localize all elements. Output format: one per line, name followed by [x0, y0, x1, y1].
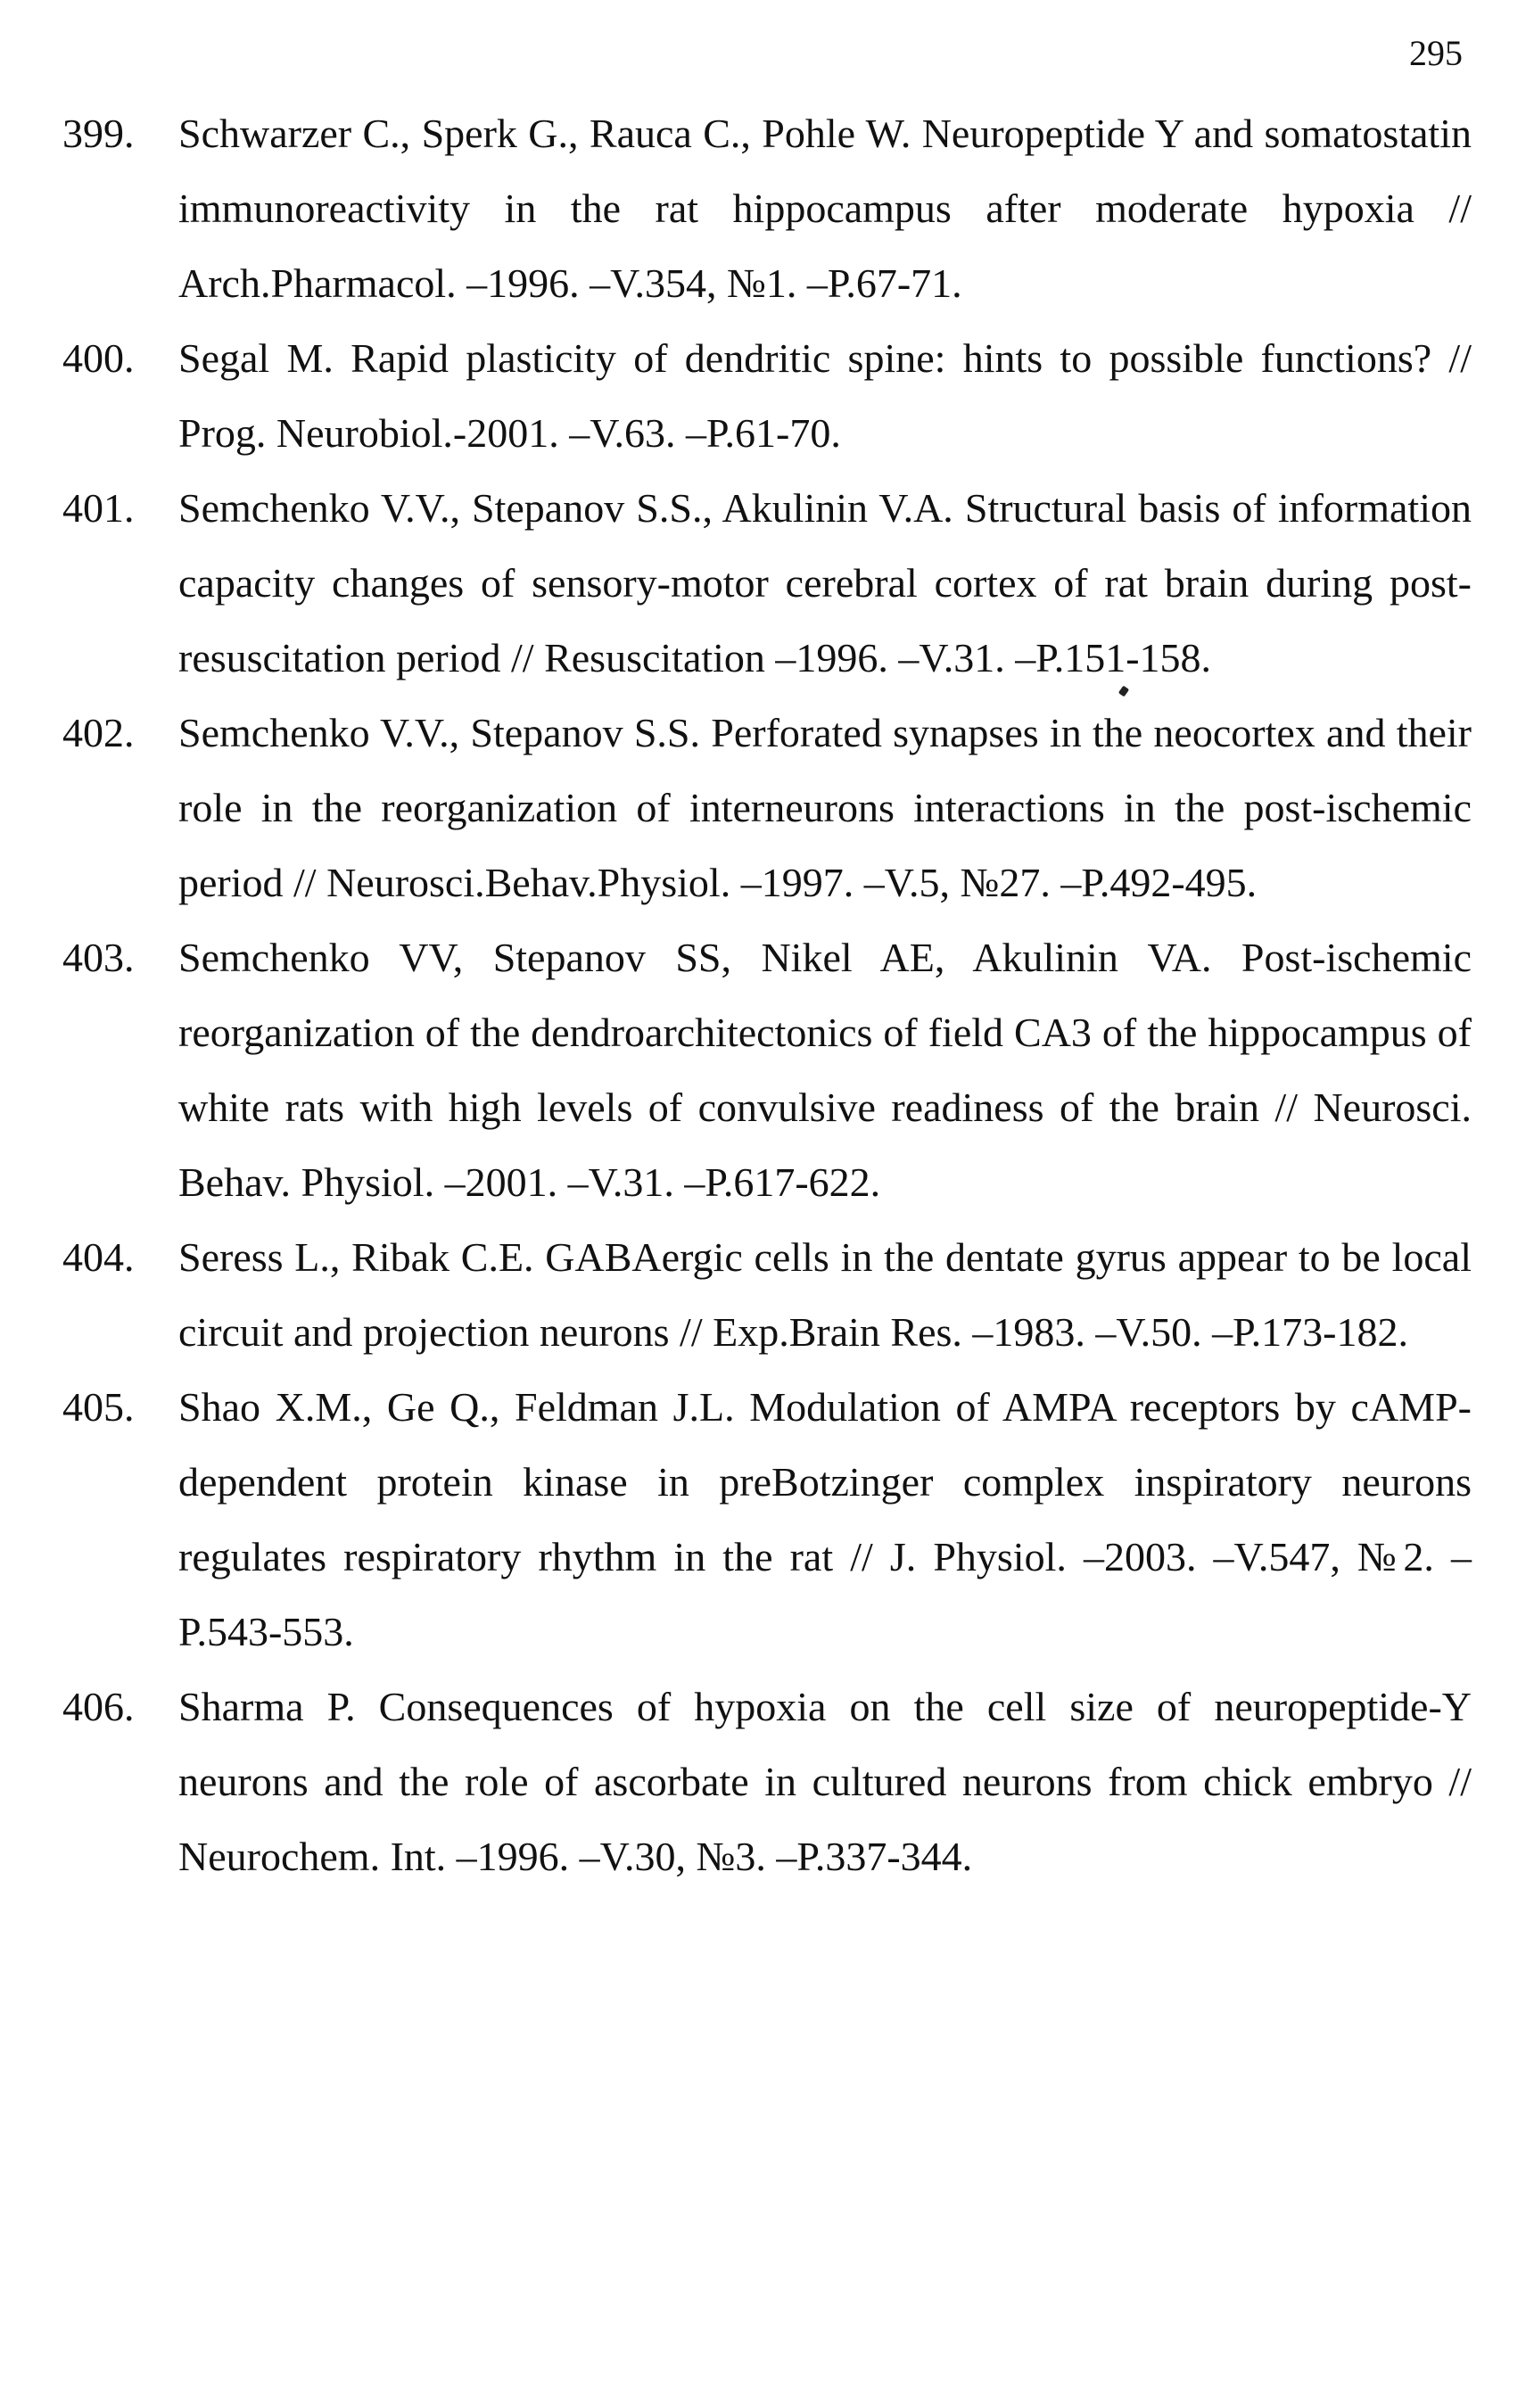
page-number: 295: [1409, 33, 1463, 73]
reference-item-406: [62, 1670, 1472, 1894]
reference-number: 406.: [62, 1684, 135, 1729]
reference-item-400: [62, 321, 1472, 471]
reference-item-402: [62, 696, 1472, 920]
reference-number: 404.: [62, 1234, 135, 1280]
reference-text: Semchenko VV, Stepanov SS, Nikel AE, Akulinin VA. Post-ischemic reorganization of the dendroarchitectonics of field CA3 of the hippocampus of white rats with high levels of convulsive readiness of the brain // Neurosci. Behav. Physiol. –2001. –V.31. –P.617-622.: [178, 935, 1472, 1205]
reference-text: Seress L., Ribak C.E. GABAergic cells in the dentate gyrus appear to be local circuit and projection neurons // Exp.Brain Res. –1983. –V.50. –P.173-182.: [178, 1234, 1472, 1355]
reference-number: 405.: [62, 1384, 135, 1430]
reference-text: Schwarzer C., Sperk G., Rauca C., Pohle W. Neuropeptide Y and somatostatin immunoreactivity in the rat hippocampus after moderate hypoxia // Arch.Pharmacol. –1996. –V.354, №1. –P.67-71.: [178, 111, 1472, 306]
reference-text: Segal M. Rapid plasticity of dendritic spine: hints to possible functions? // Prog. Neurobiol.-2001. –V.63. –P.61-70.: [178, 335, 1472, 456]
reference-item-399: [62, 96, 1472, 321]
reference-item-405: [62, 1370, 1472, 1670]
reference-number: 401.: [62, 485, 135, 531]
reference-number: 402.: [62, 710, 135, 755]
reference-item-404: [62, 1220, 1472, 1370]
reference-number: 400.: [62, 335, 135, 381]
reference-text: Semchenko V.V., Stepanov S.S. Perforated synapses in the neocortex and their role in the reorganization of interneurons interactions in the post-ischemic period // Neurosci.Behav.Physiol. –1997. –V.5, №27. –P.492-495.: [178, 710, 1472, 905]
reference-number: 403.: [62, 935, 135, 980]
reference-list: [62, 96, 1472, 1894]
reference-number: 399.: [62, 111, 135, 156]
reference-item-401: [62, 471, 1472, 696]
reference-text: Sharma P. Consequences of hypoxia on the cell size of neuropeptide-Y neurons and the role of ascorbate in cultured neurons from chick embryo // Neurochem. Int. –1996. –V.30, №3. –P.337-344.: [178, 1684, 1472, 1879]
reference-item-403: [62, 920, 1472, 1220]
reference-text: Semchenko V.V., Stepanov S.S., Akulinin V.A. Structural basis of information capacity changes of sensory-motor cerebral cortex of rat brain during post-resuscitation period // Resuscitation –1996. –V.31. –P.151-158.: [178, 485, 1472, 680]
reference-text: Shao X.M., Ge Q., Feldman J.L. Modulation of AMPA receptors by cAMP-dependent protein kinase in preBotzinger complex inspiratory neurons regulates respiratory rhythm in the rat // J. Physiol. –2003. –V.547, №2. –P.543-553.: [178, 1384, 1472, 1654]
